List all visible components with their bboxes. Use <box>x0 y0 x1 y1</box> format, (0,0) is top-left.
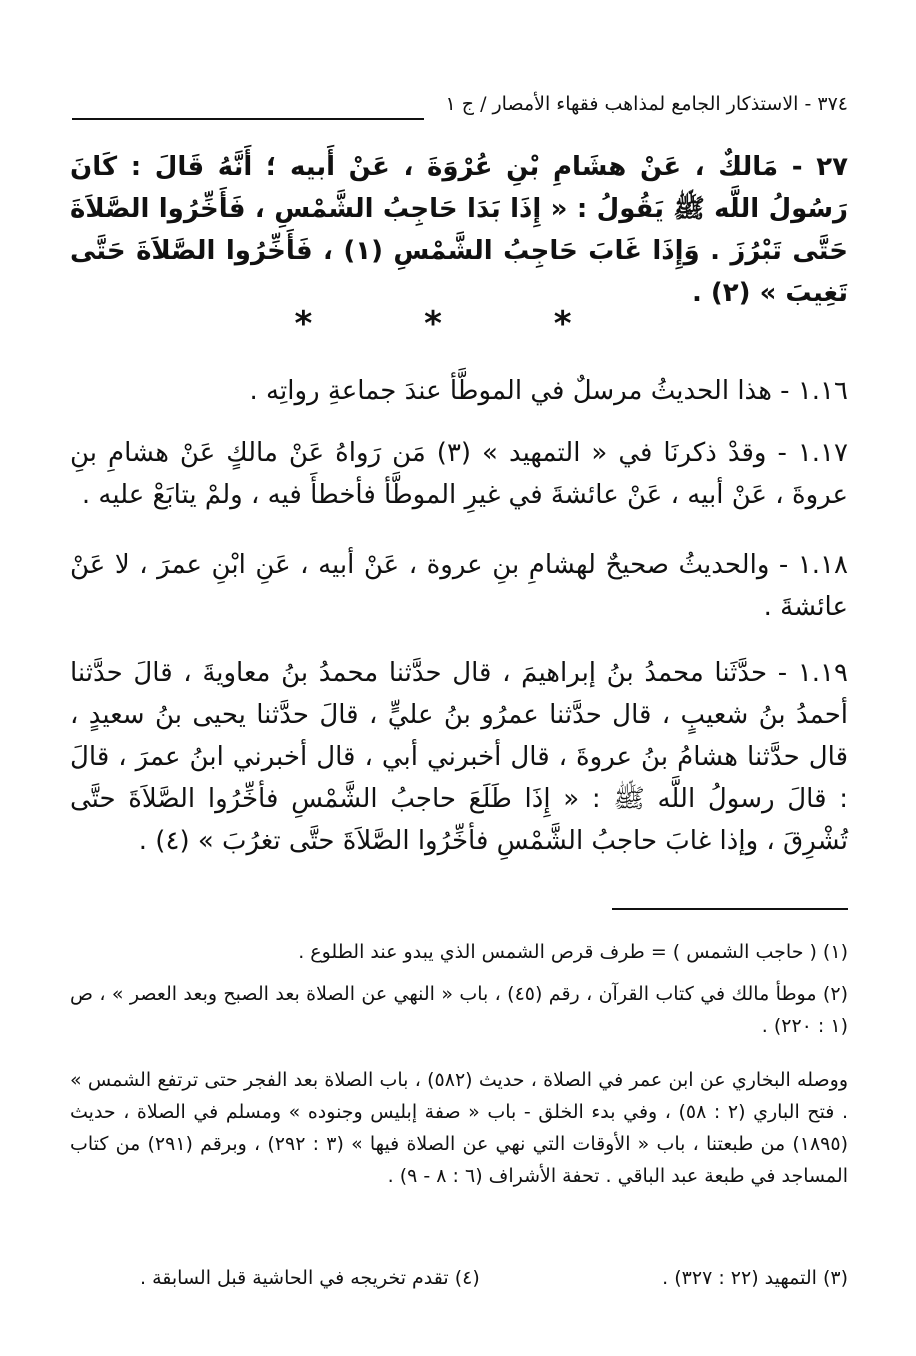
footnotes-3-4-row <box>70 1262 848 1294</box>
footnote-rule <box>612 908 848 910</box>
footnote-3: (٣) التمهيد (٢٢ : ٣٢٧) . <box>662 1267 848 1289</box>
paragraph-1-17: ١.١٧ - وقدْ ذكرنَا في « التمهيد » (٣) مَن رَواهُ عَنْ مالكٍ عَنْ هشامِ بنِ عروةَ ، عَنْ أبيه ، عَنْ عائشةَ في غيرِ الموطَّأ فأخطأَ فيه ، ولمْ يتابَعْ عليه . <box>70 438 848 510</box>
footnote-4: (٤) تقدم تخريجه في الحاشية قبل السابقة . <box>140 1267 480 1289</box>
section-separator: * * * <box>294 304 622 344</box>
paragraph-1-19: ١.١٩ - حدَّثَنا محمدُ بنُ إبراهيمَ ، قال حدَّثنا محمدُ بنُ معاويةَ ، قالَ حدَّثنا أحمدُ بنُ شعيبٍ ، قال حدَّثنا عمرُو بنُ عليٍّ ، قالَ حدَّثنا يحيى بنُ سعيدٍ ، قال حدَّثنا هشامُ بنُ عروةَ ، قال أخبرني أبي ، قال أخبرني ابنُ عمرَ ، قالَ : قالَ رسولُ اللَّه ﷺ : « إِذَا طَلَعَ حاجبُ الشَّمْسِ فأخِّرُوا الصَّلاَةَ حتَّى تُشْرِقَ ، وإذا غابَ حاجبُ الشَّمْسِ فأخِّرُوا الصَّلاَةَ حتَّى تغرُبَ » (٤) . <box>70 658 848 856</box>
hadith-27: ٢٧ - مَالكٌ ، عَنْ هشَامِ بْنِ عُرْوَةَ ، عَنْ أَبيه ؛ أَنَّهُ قَالَ : كَانَ رَسُولُ اللَّه ﷺ يَقُولُ : « إِذَا بَدَا حَاجِبُ الشَّمْسِ ، فَأَخِّرُوا الصَّلاَةَ حَتَّى تَبْرُزَ . وَإِذَا غَابَ حَاجِبُ الشَّمْسِ (١) ، فَأَخِّرُوا الصَّلاَةَ حَتَّى تَغِيبَ » (٢) . <box>70 152 848 308</box>
header-rule <box>72 118 424 120</box>
footnote-2-continuation: ووصله البخاري عن ابن عمر في الصلاة ، حديث (٥٨٢) ، باب الصلاة بعد الفجر حتى ترتفع الشمس » . فتح الباري (٢ : ٥٨) ، وفي بدء الخلق - باب « صفة إبليس وجنوده » ومسلم في الصلاة ، حديث (١٨٩٥) من طبعتنا ، باب « الأوقات التي نهي عن الصلاة فيها » (٣ : ٢٩٢) ، وبرقم (٢٩١) من كتاب المساجد في طبعة عبد الباقي . تحفة الأشراف (٦ : ٨ - ٩) . <box>70 1069 848 1187</box>
footnote-2: (٢) موطأ مالك في كتاب القرآن ، رقم (٤٥) ، باب « النهي عن الصلاة بعد الصبح وبعد العصر » ، ص (١ : ٢٢٠) . <box>70 983 848 1037</box>
footnote-1: (١) ( حاجب الشمس ) = طرف قرص الشمس الذي يبدو عند الطلوع . <box>298 941 848 963</box>
running-header: ٣٧٤ - الاستذكار الجامع لمذاهب فقهاء الأمصار / ج ١ <box>445 93 848 115</box>
paragraph-1-18: ١.١٨ - والحديثُ صحيحٌ لهشامِ بنِ عروة ، عَنْ أبيه ، عَنِ ابْنِ عمرَ ، لا عَنْ عائشةَ . <box>70 550 848 622</box>
paragraph-1-16: ١.١٦ - هذا الحديثُ مرسلٌ في الموطَّأ عندَ جماعةِ رواتِه . <box>249 376 848 406</box>
